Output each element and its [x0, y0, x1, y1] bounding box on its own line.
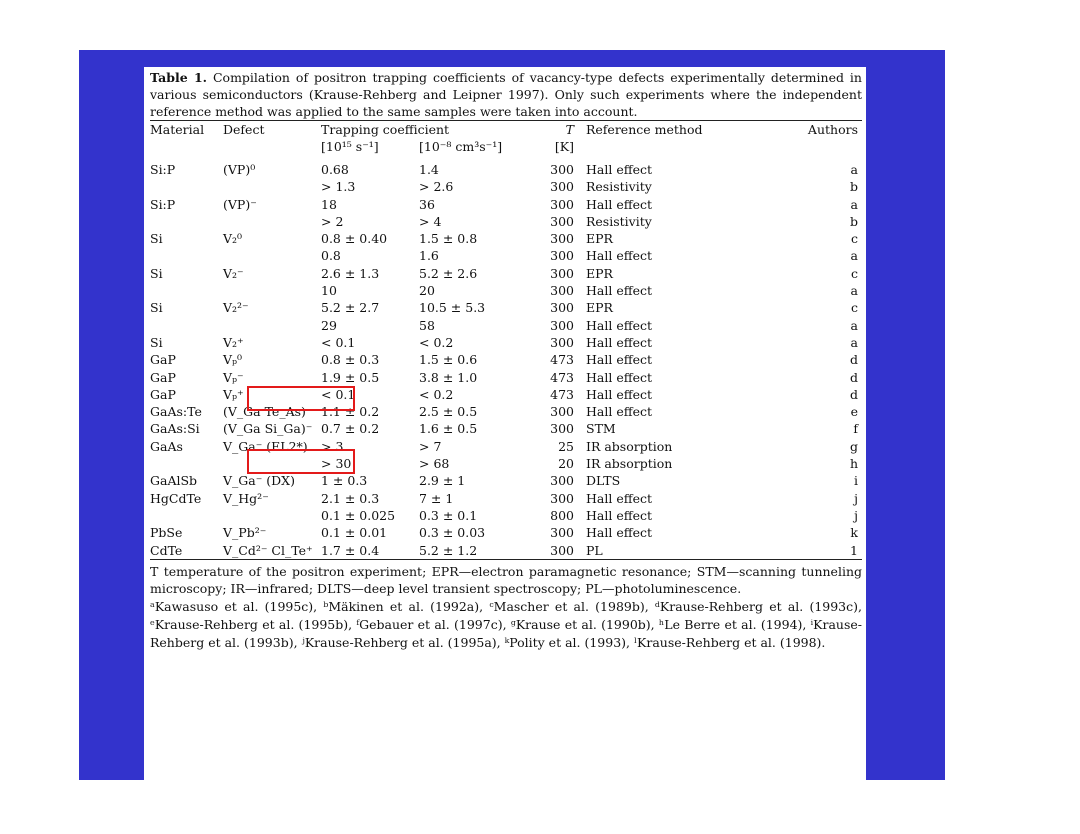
cell-trapping-volume: 1.5 ± 0.8 — [419, 231, 478, 247]
cell-author: c — [850, 300, 858, 316]
cell-trapping-volume: > 4 — [419, 213, 442, 229]
cell-trapping-volume: 5.2 ± 1.2 — [419, 542, 478, 558]
cell-reference-method: EPR — [586, 300, 613, 316]
cell-trapping-volume: 0.3 ± 0.03 — [419, 525, 486, 541]
cell-defect: V_Ga⁻ (DX) — [223, 473, 295, 489]
table-row — [150, 472, 862, 489]
cell-material: GaAs:Si — [150, 421, 200, 437]
cell-author: d — [849, 369, 858, 385]
cell-material: PbSe — [150, 525, 183, 541]
cell-trapping-volume: 7 ± 1 — [419, 490, 454, 506]
cell-material — [150, 178, 223, 195]
table-document — [150, 69, 862, 652]
cell-trapping-volume: > 68 — [419, 456, 450, 472]
cell-trapping-per-second: 0.8 ± 0.40 — [321, 231, 388, 247]
cell-temperature: 300 — [550, 317, 574, 333]
cell-material: GaP — [150, 386, 176, 402]
cell-trapping-volume: 10.5 ± 5.3 — [419, 300, 486, 316]
table-row — [150, 156, 862, 178]
table-row — [150, 282, 862, 299]
cell-author: b — [849, 213, 858, 229]
cell-reference-method: Hall effect — [586, 507, 653, 523]
header-authors: Authors — [807, 122, 858, 137]
cell-reference-method: PL — [586, 542, 603, 558]
cell-temperature: 300 — [550, 421, 574, 437]
table-row — [150, 351, 862, 368]
header-row — [150, 121, 862, 138]
header-reference-method: Reference method — [586, 122, 703, 137]
cell-reference-method: IR absorption — [586, 456, 673, 472]
cell-author: a — [850, 248, 858, 264]
cell-material: Si — [150, 300, 163, 316]
cell-reference-method: DLTS — [586, 473, 621, 489]
cell-defect: V_Ga⁻ (EL2*) — [223, 438, 308, 454]
cell-trapping-per-second: < 0.1 — [321, 386, 356, 402]
cell-trapping-per-second: < 0.1 — [321, 334, 356, 350]
header-units-row — [150, 138, 862, 156]
table-row — [150, 524, 862, 541]
cell-temperature: 473 — [550, 386, 574, 402]
cell-material: HgCdTe — [150, 490, 202, 506]
header-material: Material — [150, 122, 205, 137]
cell-temperature: 300 — [550, 542, 574, 558]
cell-defect: V₂²⁻ — [223, 300, 249, 316]
cell-material — [150, 282, 223, 299]
cell-trapping-per-second: 1.7 ± 0.4 — [321, 542, 380, 558]
cell-reference-method: Resistivity — [586, 213, 652, 229]
table-body — [150, 156, 862, 559]
cell-author: a — [850, 283, 858, 299]
cell-trapping-volume: 0.3 ± 0.1 — [419, 507, 478, 523]
cell-trapping-volume: 2.5 ± 0.5 — [419, 404, 478, 420]
cell-trapping-per-second: 2.1 ± 0.3 — [321, 490, 380, 506]
cell-trapping-volume: 1.5 ± 0.6 — [419, 352, 478, 368]
cell-trapping-volume: 36 — [419, 196, 435, 212]
cell-material — [150, 317, 223, 334]
cell-defect: V₂⁻ — [223, 265, 244, 281]
cell-trapping-volume: 20 — [419, 283, 435, 299]
table-row — [150, 317, 862, 334]
caption-text: Compilation of positron trapping coefficients of vacancy-type defects experimentally determined in various semiconductors (Krause-Rehberg and Leipner 1997). Only such experiments where the independent reference method was applied to the same samples were taken into account. — [150, 70, 862, 119]
cell-reference-method: Hall effect — [586, 404, 653, 420]
cell-reference-method: IR absorption — [586, 438, 673, 454]
cell-trapping-per-second: 0.8 ± 0.3 — [321, 352, 380, 368]
cell-material: CdTe — [150, 542, 183, 558]
cell-defect: (VP)⁻ — [223, 196, 257, 212]
trapping-coefficient-table — [150, 121, 862, 559]
cell-author: i — [854, 473, 858, 489]
cell-author: f — [853, 421, 858, 437]
cell-material: Si — [150, 265, 163, 281]
cell-defect: (V_Ga Te_As)⁻ — [223, 404, 313, 420]
cell-trapping-per-second: 0.7 ± 0.2 — [321, 421, 380, 437]
cell-temperature: 300 — [550, 248, 574, 264]
cell-defect: V_Hg²⁻ — [223, 490, 269, 506]
cell-author: c — [850, 231, 858, 247]
cell-material: GaAs:Te — [150, 404, 202, 420]
cell-temperature: 300 — [550, 404, 574, 420]
cell-trapping-volume: < 0.2 — [419, 334, 454, 350]
cell-author: e — [850, 404, 858, 420]
cell-reference-method: Hall effect — [586, 162, 653, 177]
cell-trapping-per-second: > 2 — [321, 213, 344, 229]
cell-reference-method: Hall effect — [586, 248, 653, 264]
table-row — [150, 196, 862, 213]
cell-reference-method: Hall effect — [586, 196, 653, 212]
cell-author: 1 — [850, 542, 858, 558]
cell-trapping-per-second: 1.9 ± 0.5 — [321, 369, 380, 385]
cell-material: Si:P — [150, 162, 176, 177]
cell-defect — [223, 178, 321, 195]
cell-defect: V₂⁰ — [223, 231, 243, 247]
cell-defect: (VP)⁰ — [223, 162, 256, 177]
cell-temperature: 300 — [550, 473, 574, 489]
table-row — [150, 265, 862, 282]
cell-defect — [223, 282, 321, 299]
cell-trapping-volume: > 7 — [419, 438, 442, 454]
cell-reference-method: STM — [586, 421, 616, 437]
cell-temperature: 300 — [550, 213, 574, 229]
cell-author: d — [849, 386, 858, 402]
cell-temperature: 300 — [550, 490, 574, 506]
table-notes: T temperature of the positron experiment; EPR—electron paramagnetic resonance; STM—scanning tunneling microscopy; IR—infrared; DLTS—deep level transient spectroscopy; PL—photoluminescence. — [150, 563, 862, 597]
cell-reference-method: Hall effect — [586, 490, 653, 506]
cell-author: d — [849, 352, 858, 368]
cell-trapping-per-second: 2.6 ± 1.3 — [321, 265, 380, 281]
header-defect: Defect — [223, 122, 265, 137]
table-row — [150, 420, 862, 437]
cell-defect: Vₚ⁺ — [223, 386, 244, 402]
cell-trapping-volume: > 2.6 — [419, 179, 454, 195]
cell-reference-method: Hall effect — [586, 352, 653, 368]
cell-defect: V_Pb²⁻ — [223, 525, 267, 541]
cell-author: k — [850, 525, 858, 541]
table-row — [150, 334, 862, 351]
cell-reference-method: Hall effect — [586, 283, 653, 299]
cell-temperature: 473 — [550, 352, 574, 368]
cell-material — [150, 247, 223, 264]
cell-trapping-per-second: 0.1 ± 0.01 — [321, 525, 388, 541]
cell-trapping-per-second: 0.68 — [321, 162, 349, 177]
cell-trapping-volume: 3.8 ± 1.0 — [419, 369, 478, 385]
cell-trapping-per-second: 5.2 ± 2.7 — [321, 300, 380, 316]
cell-trapping-per-second: > 3 — [321, 438, 344, 454]
cell-temperature: 300 — [550, 179, 574, 195]
cell-defect: V_Cd²⁻ Cl_Te⁺ — [223, 542, 313, 558]
cell-trapping-per-second: 0.8 — [321, 248, 341, 264]
cell-temperature: 25 — [558, 438, 574, 454]
cell-material: GaAlSb — [150, 473, 198, 489]
cell-material: GaP — [150, 352, 176, 368]
cell-author: c — [850, 265, 858, 281]
table-caption — [150, 69, 862, 120]
cell-defect: Vₚ⁰ — [223, 352, 243, 368]
caption-label: Table 1. — [150, 70, 208, 85]
table-references: ᵃKawasuso et al. (1995c), ᵇMäkinen et al. (1992a), ᶜMascher et al. (1989b), ᵈKrause-Rehberg et al. (1993c), ᵉKrause-Rehberg et al. (1995b), ᶠGebauer et al. (1997c), ᵍKrause et al. (1990b), ʰLe Berre et al. (1994), ⁱKrause-Rehberg et al. (1993b), ʲKrause-Rehberg et al. (1995a), ᵏPolity et al. (1993), ˡKrause-Rehberg et al. (1998). — [150, 598, 862, 650]
cell-material — [150, 507, 223, 524]
cell-reference-method: Hall effect — [586, 369, 653, 385]
cell-trapping-volume: 1.4 — [419, 162, 439, 177]
cell-trapping-volume: 5.2 ± 2.6 — [419, 265, 478, 281]
cell-trapping-per-second: 18 — [321, 196, 337, 212]
cell-reference-method: Hall effect — [586, 317, 653, 333]
cell-author: h — [849, 456, 858, 472]
cell-author: a — [850, 196, 858, 212]
cell-temperature: 300 — [550, 265, 574, 281]
table-row — [150, 230, 862, 247]
cell-temperature: 300 — [550, 525, 574, 541]
cell-trapping-volume: 1.6 ± 0.5 — [419, 421, 478, 437]
cell-author: a — [850, 334, 858, 350]
header-temperature: T — [565, 122, 574, 137]
cell-temperature: 300 — [550, 196, 574, 212]
table-row — [150, 542, 862, 559]
cell-author: j — [854, 507, 858, 523]
cell-reference-method: EPR — [586, 231, 613, 247]
cell-defect: V₂⁺ — [223, 334, 244, 350]
cell-trapping-volume: 1.6 — [419, 248, 439, 264]
cell-trapping-per-second: 1 ± 0.3 — [321, 473, 368, 489]
cell-reference-method: Hall effect — [586, 525, 653, 541]
cell-reference-method: Hall effect — [586, 386, 653, 402]
header-trapping-coefficient: Trapping coefficient — [321, 122, 450, 137]
table-row — [150, 507, 862, 524]
cell-material: Si — [150, 231, 163, 247]
cell-reference-method: Hall effect — [586, 334, 653, 350]
cell-material: Si:P — [150, 196, 176, 212]
cell-reference-method: EPR — [586, 265, 613, 281]
cell-temperature: 20 — [558, 456, 574, 472]
cell-trapping-per-second: 29 — [321, 317, 337, 333]
cell-temperature: 473 — [550, 369, 574, 385]
cell-defect — [223, 317, 321, 334]
cell-author: b — [849, 179, 858, 195]
bottom-rule — [150, 559, 862, 560]
cell-defect: (V_Ga Si_Ga)⁻ — [223, 421, 313, 437]
cell-author: g — [849, 438, 858, 454]
cell-reference-method: Resistivity — [586, 179, 652, 195]
header-unit-volume: [10⁻⁸ cm³s⁻¹] — [419, 139, 503, 154]
cell-temperature: 300 — [550, 300, 574, 316]
cell-material — [150, 455, 223, 472]
cell-material — [150, 213, 223, 230]
cell-temperature: 300 — [550, 162, 574, 177]
cell-trapping-per-second: 0.1 ± 0.025 — [321, 507, 396, 523]
cell-material: GaAs — [150, 438, 183, 454]
cell-defect — [223, 213, 321, 230]
cell-temperature: 300 — [550, 283, 574, 299]
cell-trapping-per-second: 10 — [321, 283, 337, 299]
table-row — [150, 299, 862, 316]
cell-trapping-per-second: > 1.3 — [321, 179, 356, 195]
cell-defect: Vₚ⁻ — [223, 369, 244, 385]
cell-material: Si — [150, 334, 163, 350]
cell-trapping-per-second: 1.1 ± 0.2 — [321, 404, 380, 420]
table-row — [150, 247, 862, 264]
cell-defect — [223, 507, 321, 524]
cell-defect — [223, 247, 321, 264]
header-unit-per-second: [10¹⁵ s⁻¹] — [321, 139, 379, 154]
document-page — [144, 67, 866, 780]
cell-author: j — [854, 490, 858, 506]
cell-temperature: 300 — [550, 231, 574, 247]
highlight-box-gap-vp-plus — [247, 449, 355, 474]
cell-temperature: 300 — [550, 334, 574, 350]
header-temperature-unit: [K] — [554, 139, 574, 154]
cell-trapping-per-second: > 30 — [321, 456, 352, 472]
table-row — [150, 490, 862, 507]
cell-trapping-volume: 58 — [419, 317, 435, 333]
cell-temperature: 800 — [550, 507, 574, 523]
highlight-box-si-v2-plus — [247, 386, 355, 411]
table-row — [150, 213, 862, 230]
cell-trapping-volume: < 0.2 — [419, 386, 454, 402]
cell-material: GaP — [150, 369, 176, 385]
table-row — [150, 369, 862, 386]
table-row — [150, 178, 862, 195]
cell-trapping-volume: 2.9 ± 1 — [419, 473, 466, 489]
cell-author: a — [850, 317, 858, 333]
cell-author: a — [850, 162, 858, 177]
